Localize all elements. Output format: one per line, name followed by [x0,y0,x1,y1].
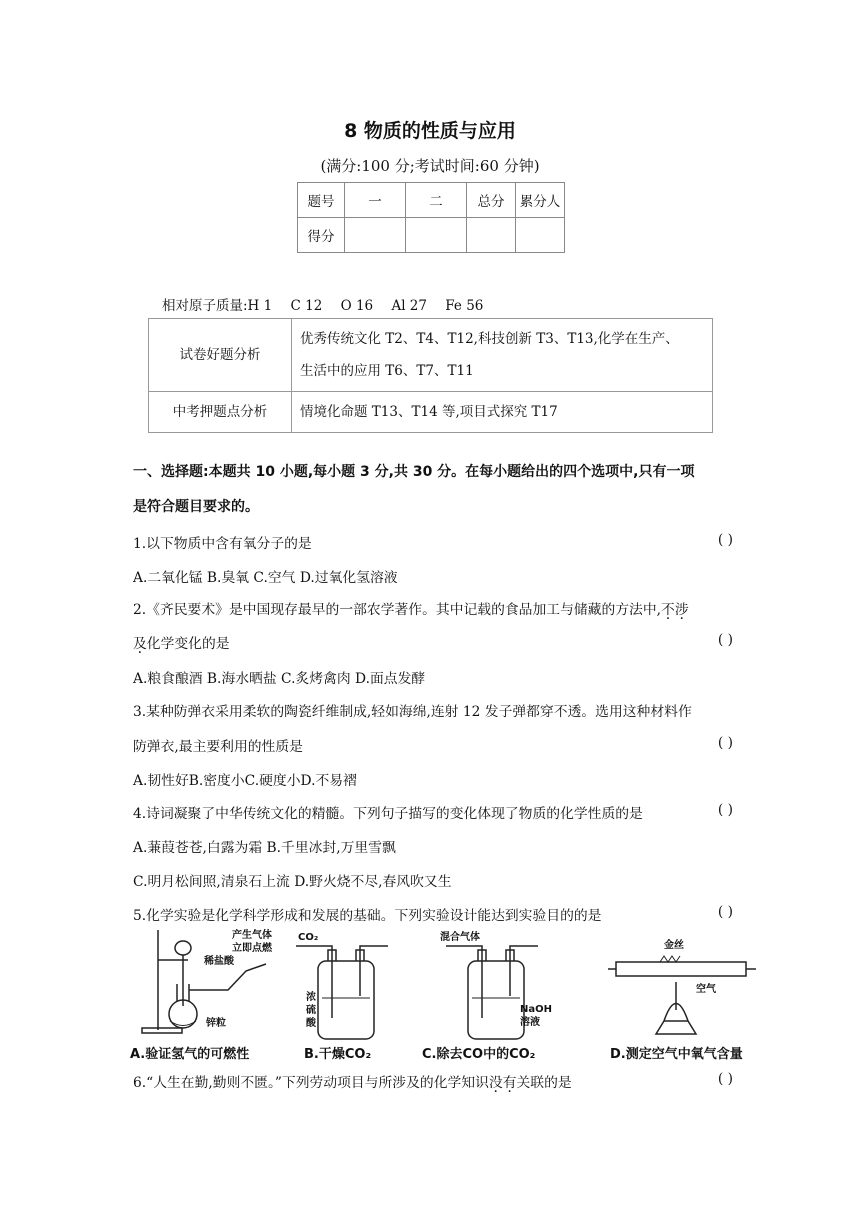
question-4-options-cd: C.明月松间照,清泉石上流 D.野火烧不尽,春风吹又生 [133,874,452,890]
question-text: 6.“人生在勤,勤则不匮。”下列劳动项目与所涉及的化学知识 [133,1075,489,1091]
fig-a-label: 产生气体 [232,930,272,941]
atomic-mass-item: O 16 [340,298,374,314]
delivery-tube [189,964,266,990]
page-title: 8 物质的性质与应用 [344,120,516,142]
experiment-diagrams [128,926,768,1066]
atomic-mass-label: 相对原子质量:H 1 [162,298,273,314]
exam-info: (满分:100 分;考试时间:60 分钟) [320,157,540,175]
fig-d-label: 金丝 [664,940,684,951]
funnel-bulb [175,941,191,955]
fig-a-label: 立即点燃 [232,943,272,954]
emphasis-char: 涉 [674,602,689,618]
question-3-stem-line2 [133,735,733,755]
score-header-cell: 累分人 [516,183,565,218]
emphasis-char: 没 [488,1075,503,1091]
question-5-stem [133,904,733,924]
stand-base [142,1028,182,1033]
question-3-options: A.韧性好B.密度小C.硬度小D.不易褶 [133,773,357,789]
fig-a-caption: A.验证氢气的可燃性 [130,1047,250,1062]
question-text: 4.诗词凝聚了中华传统文化的精髓。下列句子描写的变化体现了物质的化学性质的是 [133,806,643,822]
section-heading-line1: 一、选择题:本题共 10 小题,每小题 3 分,共 30 分。在每小题给出的四个选项中,只有一项 [133,464,695,480]
question-text: 关联的是 [516,1075,572,1091]
glass-tube [616,962,746,976]
bottle-b [318,961,374,1039]
experiment-figure [128,926,768,1066]
question-6-stem [133,1071,733,1091]
atomic-mass-line [162,294,497,314]
analysis-label-predict: 中考押题点分析 [149,392,292,433]
fig-b-label: 硫 [306,1005,316,1016]
analysis-line: 生活中的应用 T6、T7、T11 [300,363,474,379]
question-text: 2.《齐民要术》是中国现存最早的一部农学著作。其中记载的食品加工与储藏的方法中, [133,602,662,618]
question-text: 5.化学实验是化学科学形成和发展的基础。下列实验设计能达到实验目的的是 [133,908,602,924]
answer-bracket: ( ) [717,532,733,548]
question-1-options: A.二氧化锰 B.臭氧 C.空气 D.过氧化氢溶液 [133,570,398,586]
question-2-stem-line2 [133,632,733,652]
atomic-mass-item: C 12 [290,298,323,314]
analysis-text-good [292,319,713,392]
fig-d-label: 空气 [696,984,716,995]
wire-coil [660,956,680,962]
emphasis-char: 及 [133,636,147,652]
question-text: 化学变化的是 [146,636,230,652]
atomic-mass-item: Al 27 [391,298,427,314]
bottle-c [468,961,524,1039]
fig-c-label: 溶液 [520,1017,540,1028]
answer-bracket: ( ) [717,802,733,818]
analysis-table [148,318,713,433]
fig-b-label: 酸 [306,1018,316,1029]
fig-b-gas: CO₂ [298,932,319,943]
score-header-cell: 一 [345,183,406,218]
question-text: 防弹衣,最主要利用的性质是 [133,739,303,755]
answer-bracket: ( ) [717,1071,733,1087]
fig-c-caption: C.除去CO中的CO₂ [422,1047,536,1062]
fig-a-label: 锌粒 [206,1018,226,1029]
fig-d-caption: D.测定空气中氧气含量 [610,1047,743,1062]
score-blank-cell [345,218,406,253]
analysis-text-predict: 情境化命题 T13、T14 等,项目式探究 T17 [292,392,713,433]
analysis-label-good: 试卷好题分析 [149,319,292,392]
question-3-stem-line1: 3.某种防弹衣采用柔软的陶瓷纤维制成,轻如海绵,连射 12 发子弹都穿不透。选用这种材料作 [133,704,692,720]
score-header-cell: 二 [406,183,467,218]
score-blank-cell [467,218,516,253]
question-2-options: A.粮食酿酒 B.海水晒盐 C.炙烤禽肉 D.面点发酵 [133,671,426,687]
score-header-cell: 总分 [467,183,516,218]
score-row-label: 得分 [298,218,345,253]
score-blank-cell [516,218,565,253]
score-table [297,182,565,253]
bottle-c-neck [478,950,514,961]
fig-c-gas: 混合气体 [440,932,480,943]
emphasis-char: 不 [661,602,675,618]
lamp-base [656,1021,696,1034]
bottle-c-inlet [446,946,482,1018]
question-text: 1.以下物质中含有氧分子的是 [133,536,312,552]
question-4-stem [133,802,733,822]
answer-bracket: ( ) [717,632,733,648]
bottle-b-neck [328,950,364,961]
emphasis-char: 有 [502,1075,517,1091]
score-header-cell: 题号 [298,183,345,218]
question-4-options-ab: A.蒹葭苍苍,白露为霜 B.千里冰封,万里雪飘 [133,840,396,856]
section-heading-line2: 是符合题目要求的。 [133,499,259,515]
fig-c-label: NaOH [520,1004,552,1015]
answer-bracket: ( ) [717,735,733,751]
fig-a-label: 稀盐酸 [204,956,234,967]
question-2-stem-line1 [133,598,733,618]
atomic-mass-item: Fe 56 [445,298,484,314]
analysis-line: 优秀传统文化 T2、T4、T12,科技创新 T3、T13,化学在生产、 [300,331,679,347]
answer-bracket: ( ) [717,904,733,920]
fig-b-label: 浓 [306,992,316,1003]
question-1-stem [133,532,733,552]
fig-b-caption: B.干燥CO₂ [304,1047,372,1062]
score-blank-cell [406,218,467,253]
